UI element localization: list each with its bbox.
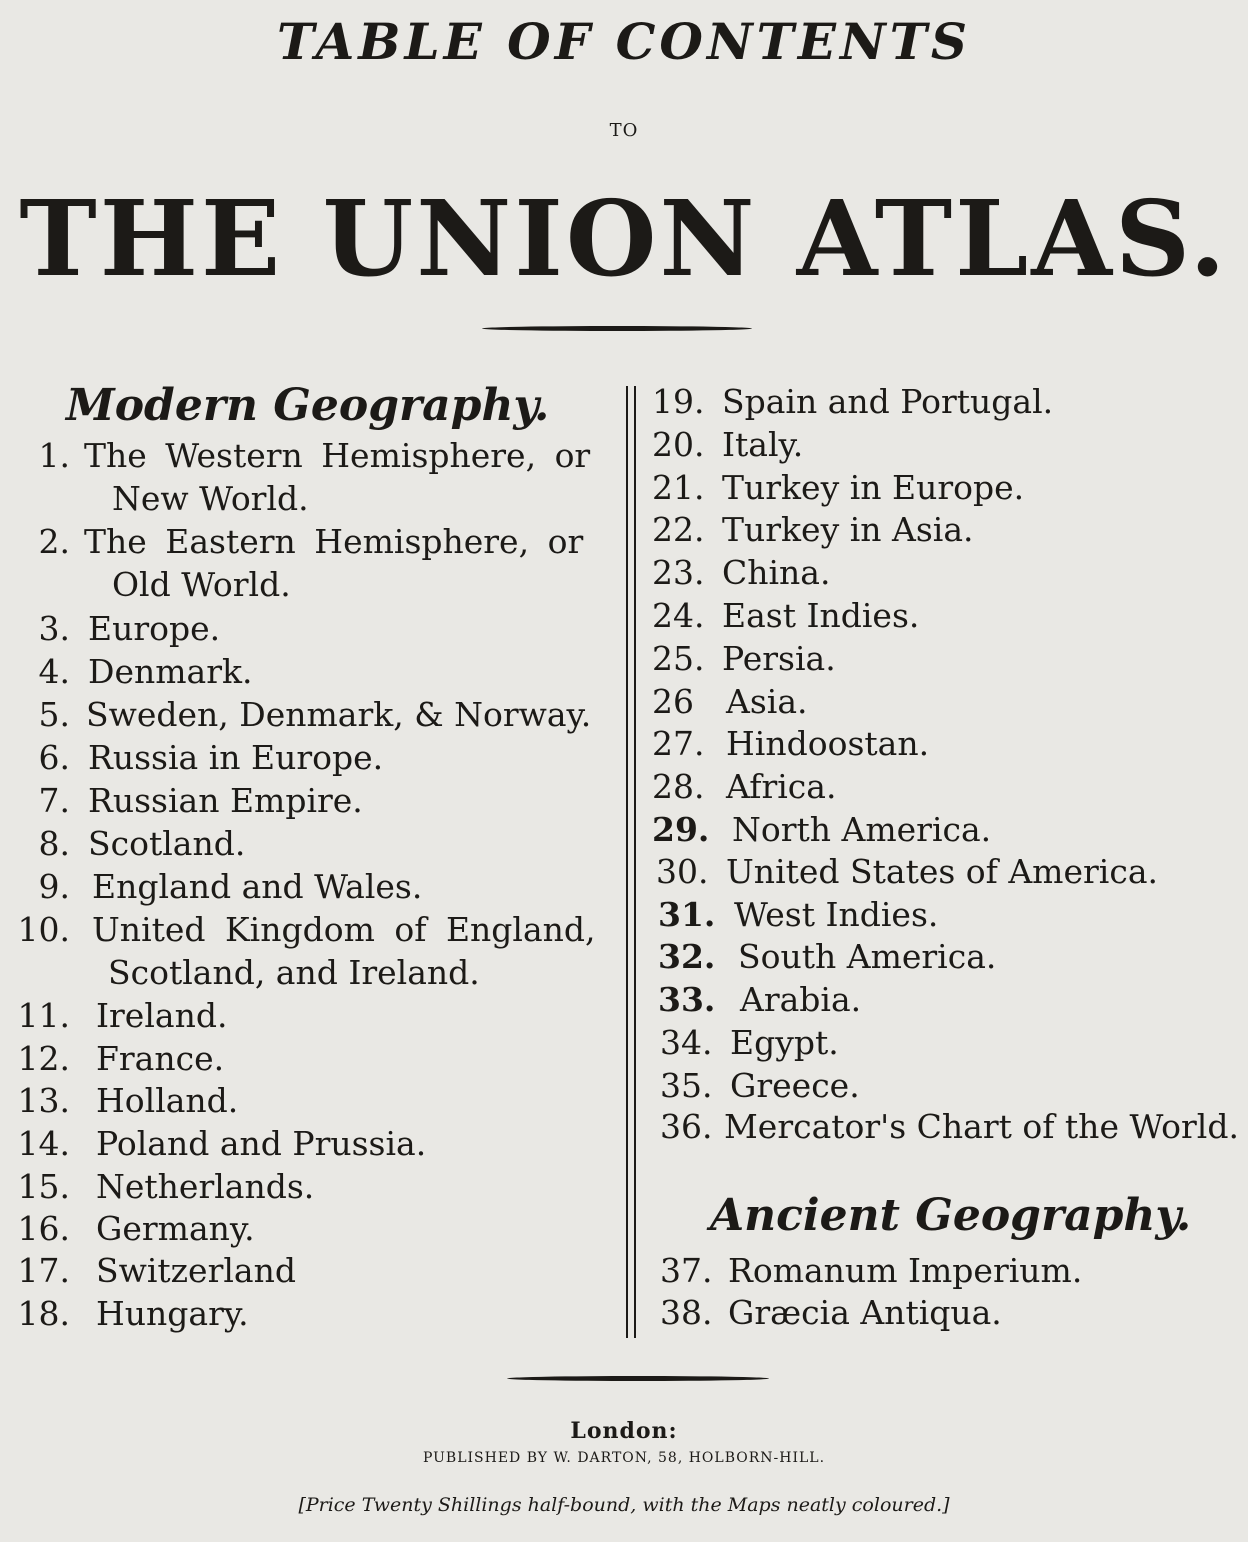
- entry-title: Switzerland: [96, 1251, 296, 1290]
- to-label: TO: [609, 120, 639, 141]
- entry-number: 6.: [38, 738, 70, 777]
- entry-title: East Indies.: [722, 596, 920, 635]
- entry-number: 33.: [658, 980, 716, 1019]
- entry-title: The Western Hemisphere, or: [84, 436, 591, 475]
- entry-number: 9.: [38, 867, 70, 906]
- entry-title: Romanum Imperium.: [728, 1251, 1083, 1290]
- entry-continuation: New World.: [112, 479, 309, 518]
- entry-number: 13.: [17, 1081, 70, 1120]
- entry-title: Asia.: [726, 682, 808, 721]
- entry-number: 31.: [658, 895, 716, 934]
- entry-number: 23.: [652, 553, 705, 592]
- modern-geography-heading: Modern Geography.: [66, 380, 550, 431]
- column-divider: [626, 386, 636, 1338]
- entry-number: 4.: [38, 652, 70, 691]
- entry-number: 26: [652, 682, 694, 721]
- entry-number: 17.: [17, 1251, 70, 1290]
- entry-title: Turkey in Asia.: [722, 510, 974, 549]
- entry-continuation: Scotland, and Ireland.: [108, 953, 480, 992]
- entry-number: 19.: [652, 382, 705, 421]
- entry-title: West Indies.: [734, 895, 939, 934]
- entry-title: Arabia.: [740, 980, 862, 1019]
- entry-title: South America.: [738, 937, 997, 976]
- entry-number: 32.: [658, 937, 716, 976]
- entry-title: Russia in Europe.: [88, 738, 384, 777]
- entry-number: 14.: [17, 1124, 70, 1163]
- ancient-geography-heading: Ancient Geography.: [710, 1190, 1192, 1241]
- entry-number: 20.: [652, 425, 705, 464]
- entry-title: Russian Empire.: [88, 781, 363, 820]
- imprint-publisher: PUBLISHED BY W. DARTON, 58, HOLBORN-HILL.: [422, 1450, 826, 1466]
- entry-number: 11.: [17, 996, 70, 1035]
- entry-number: 3.: [38, 609, 70, 648]
- top-ornamental-rule: [482, 326, 752, 331]
- entry-title: Persia.: [722, 639, 836, 678]
- entry-number: 38.: [660, 1293, 713, 1332]
- entry-continuation: Old World.: [112, 565, 291, 604]
- entry-title: Hungary.: [96, 1294, 249, 1333]
- entry-number: 1.: [38, 436, 70, 475]
- entry-number: 35.: [660, 1066, 713, 1105]
- entry-title: Europe.: [88, 609, 221, 648]
- entry-number: 21.: [652, 468, 705, 507]
- entry-number: 12.: [17, 1039, 70, 1078]
- bottom-ornamental-rule: [507, 1376, 769, 1381]
- entry-number: 22.: [652, 510, 705, 549]
- entry-number: 15.: [17, 1167, 70, 1206]
- entry-title: United States of America.: [726, 852, 1158, 891]
- entry-number: 29.: [652, 810, 710, 849]
- entry-title: Holland.: [96, 1081, 239, 1120]
- price-note: [Price Twenty Shillings half-bound, with the Maps neatly coloured.]: [298, 1494, 950, 1516]
- entry-title: Ireland.: [96, 996, 228, 1035]
- entry-title: France.: [96, 1039, 225, 1078]
- entry-number: 10.: [17, 910, 70, 949]
- entry-title: Germany.: [96, 1209, 255, 1248]
- entry-title: Netherlands.: [96, 1167, 315, 1206]
- entry-number: 28.: [652, 767, 705, 806]
- entry-title: North America.: [732, 810, 992, 849]
- entry-title: Scotland.: [88, 824, 246, 863]
- entry-title: Egypt.: [730, 1023, 839, 1062]
- entry-number: 34.: [660, 1023, 713, 1062]
- imprint-city: London:: [570, 1418, 678, 1444]
- entry-title: Poland and Prussia.: [96, 1124, 427, 1163]
- entry-title: The Eastern Hemisphere, or: [84, 522, 584, 561]
- entry-number: 8.: [38, 824, 70, 863]
- entry-title: China.: [722, 553, 831, 592]
- entry-title: Mercator's Chart of the World.: [724, 1107, 1239, 1146]
- entry-title: Sweden, Denmark, & Norway.: [86, 695, 592, 734]
- contents-heading: TABLE OF CONTENTS: [276, 12, 972, 71]
- entry-title: Hindoostan.: [726, 724, 930, 763]
- entry-title: Turkey in Europe.: [722, 468, 1025, 507]
- entry-number: 7.: [38, 781, 70, 820]
- entry-title: England and Wales.: [92, 867, 423, 906]
- entry-title: Denmark.: [88, 652, 253, 691]
- entry-number: 37.: [660, 1251, 713, 1290]
- entry-number: 27.: [652, 724, 705, 763]
- entry-number: 5.: [38, 695, 70, 734]
- entry-title: Græcia Antiqua.: [728, 1293, 1002, 1332]
- entry-title: United Kingdom of England,: [92, 910, 596, 949]
- entry-title: Spain and Portugal.: [722, 382, 1054, 421]
- entry-number: 16.: [17, 1209, 70, 1248]
- entry-title: Africa.: [726, 767, 837, 806]
- entry-number: 24.: [652, 596, 705, 635]
- entry-title: Greece.: [730, 1066, 860, 1105]
- entry-title: Italy.: [722, 425, 804, 464]
- atlas-title: THE UNION ATLAS.: [19, 177, 1229, 300]
- entry-number: 30.: [656, 852, 709, 891]
- entry-number: 2.: [38, 522, 70, 561]
- entry-number: 18.: [17, 1294, 70, 1333]
- entry-number: 36.: [660, 1107, 713, 1146]
- entry-number: 25.: [652, 639, 705, 678]
